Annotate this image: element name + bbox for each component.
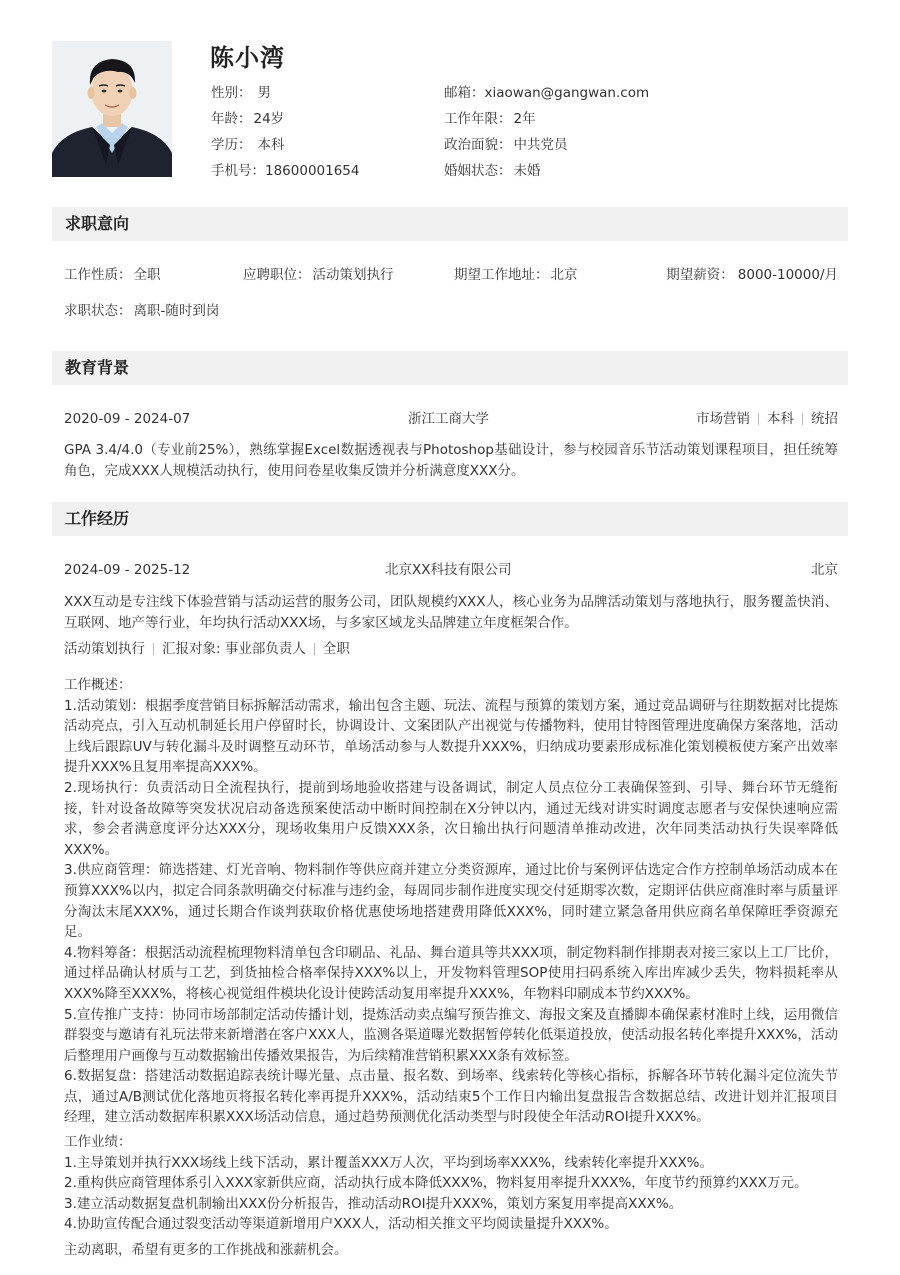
divider	[314, 643, 315, 655]
job-status-label: 求职状态：	[64, 303, 132, 319]
employment-type-tag: 全职	[322, 641, 350, 657]
education-value: 本科	[257, 137, 285, 153]
salary-label: 期望薪资：	[666, 267, 734, 283]
report-to-tag: 汇报对象: 事业部负责人	[162, 641, 306, 657]
work-years-value: 2年	[513, 111, 536, 127]
work-tags	[64, 638, 350, 660]
job-type-label: 工作性质：	[64, 267, 132, 283]
position-label: 应聘职位：	[243, 267, 311, 283]
basic-info-right	[444, 80, 649, 184]
section-header-work	[52, 502, 848, 536]
position-field	[243, 264, 394, 286]
achievements-title: 工作业绩：	[64, 1134, 132, 1150]
education-degree-info	[696, 408, 838, 430]
education-description	[64, 440, 838, 481]
work-years-row	[444, 106, 649, 132]
achievement-item: 1.主导策划并执行XXX场线上线下活动，累计覆盖XXX万人次，平均到场率XXX%，线索转化率提升XXX%。	[64, 1154, 714, 1171]
email-value[interactable]: xiaowan@gangwan.com	[484, 85, 650, 101]
phone-row	[211, 158, 359, 184]
marital-row	[444, 158, 649, 184]
job-status-field	[64, 300, 219, 322]
work-years-label: 工作年限：	[444, 111, 512, 127]
job-type-value: 全职	[133, 267, 161, 283]
section-title: 求职意向	[65, 214, 130, 233]
gender-row	[211, 80, 359, 106]
achievement-item: 4.协助宣传配合通过裂变活动等渠道新增用户XXX人，活动相关推文平均阅读量提升XXX%。	[64, 1216, 618, 1233]
location-field	[454, 264, 578, 286]
political-value: 中共党员	[513, 137, 568, 153]
overview-title: 工作概述：	[64, 677, 132, 693]
section-header-intent	[52, 207, 848, 241]
achievement-item: 3.建立活动数据复盘机制输出XXX份分析报告，推动活动ROI提升XXX%，策划方案复用率提高XXX%。	[64, 1195, 683, 1212]
overview-item: 2.现场执行：负责活动日全流程执行，提前到场地验收搭建与设备调试，制定人员点位分工表确保签到、引导、舞台环节无缝衔接，针对设备故障等突发状况启动备选预案使活动中断时间控制在X分钟以内，通过无线对讲实时调度志愿者与安保快速响应需求，参会者满意度评分达XXX分，现场收集用户反馈XXX条，次日输出执行问题清单推动改进，次年同类活动执行失误率降低XXX%。	[64, 779, 838, 858]
overview-item: 4.物料筹备：根据活动流程梳理物料清单包含印刷品、礼品、舞台道具等共XXX项，制定物料制作排期表对接三家以上工厂比价，通过样品确认材质与工艺，到货抽检合格率保持XXX%以上，开发物料管理SOP使用扫码系统入库出库减少丢失，物料损耗率从XXX%降至XXX%，将核心视觉组件模块化设计使跨活动复用率提升XXX%，年物料印刷成本节约XXX%。	[64, 944, 838, 1002]
overview-item: 3.供应商管理：筛选搭建、灯光音响、物料制作等供应商并建立分类资源库，通过比价与案例评估选定合作方控制单场活动成本在预算XXX%以内，拟定合同条款明确交付标准与违约金，每周同步制作进度实现交付延期零次数，定期评估供应商准时率与质量评分淘汰末尾XXX%，通过长期合作谈判获取价格优惠使场地搭建费用降低XXX%，同时建立紧急备用供应商名单保障旺季资源充足。	[64, 862, 838, 941]
phone-value: 18600001654	[265, 163, 360, 179]
marital-label: 婚姻状态：	[444, 163, 512, 179]
basic-info-left	[211, 80, 359, 184]
enrollment-type: 统招	[811, 411, 838, 427]
work-overview	[64, 675, 838, 1128]
age-row	[211, 106, 359, 132]
school-name: 浙江工商大学	[408, 411, 489, 427]
email-row	[444, 80, 649, 106]
company-description	[64, 592, 838, 633]
salary-field	[666, 264, 838, 286]
achievement-item: 2.重构供应商管理体系引入XXX家新供应商，活动执行成本降低XXX%，物料复用率提升XXX%，年度节约预算约XXX万元。	[64, 1175, 808, 1192]
salary-value: 8000-10000/月	[737, 267, 838, 283]
company-name: 北京XX科技有限公司	[385, 562, 512, 578]
location-label: 期望工作地址：	[454, 267, 549, 283]
gender-value: 男	[257, 85, 271, 101]
leave-reason: 主动离职，希望有更多的工作挑战和涨薪机会。	[64, 1242, 348, 1258]
section-header-education	[52, 351, 848, 385]
degree: 本科	[767, 411, 794, 427]
divider	[802, 413, 803, 425]
work-role-tag: 活动策划执行	[64, 641, 145, 657]
overview-item: 5.宣传推广支持：协同市场部制定活动传播计划，提炼活动卖点编写预告推文、海报文案及直播脚本确保素材准时上线，运用微信群裂变与邀请有礼玩法带来新增潜在客户XXX人，监测各渠道曝光数据暂停转化低渠道投放，使活动报名转化率提升XXX%，活动后整理用户画像与互动数据输出传播效果报告，为后续精准营销积累XXX条有效标签。	[64, 1006, 838, 1064]
email-label: 邮箱：	[444, 85, 485, 101]
job-status-value: 离职-随时到岗	[133, 303, 220, 319]
overview-item: 6.数据复盘：搭建活动数据追踪表统计曝光量、点击量、报名数、到场率、线索转化等核心指标，拆解各环节转化漏斗定位流失节点，通过A/B测试优化落地页将报名转化率再提升XXX%，活动结束5个工作日内输出复盘报告含数据总结、改进计划并汇报项目经理，建立活动数据库积累XXX场活动信息，通过趋势预测优化活动类型与时段使全年活动ROI提升XXX%。	[64, 1068, 838, 1126]
gender-label: 性别：	[211, 85, 252, 101]
work-achievements	[64, 1132, 838, 1235]
company-description-text: XXX互动是专注线下体验营销与活动运营的服务公司，团队规模约XXX人，核心业务为品牌活动策划与落地执行，服务覆盖快消、互联网、地产等行业，年均执行活动XXX场，与多家区域龙头品牌建立年度框架合作。	[64, 594, 838, 631]
location-value: 北京	[550, 267, 578, 283]
position-value: 活动策划执行	[312, 267, 394, 283]
work-city: 北京	[811, 562, 838, 578]
education-description-text: GPA 3.4/4.0（专业前25%），熟练掌握Excel数据透视表与Photoshop基础设计，参与校园音乐节活动策划课程项目，担任统筹角色，完成XXX人规模活动执行，使用问卷星收集反馈并分析满意度XXX分。	[64, 442, 838, 479]
work-period: 2024-09 - 2025-12	[64, 562, 191, 578]
age-value: 24岁	[253, 111, 285, 127]
profile-photo	[52, 41, 172, 177]
candidate-name: 陈小湾	[210, 44, 285, 72]
section-title: 教育背景	[65, 358, 130, 377]
marital-value: 未婚	[513, 163, 541, 179]
section-title: 工作经历	[65, 509, 130, 528]
age-label: 年龄：	[211, 111, 252, 127]
overview-item: 1.活动策划：根据季度营销目标拆解活动需求，输出包含主题、玩法、流程与预算的策划方案，通过竞品调研与往期数据对比提炼活动亮点，引入互动机制延长用户停留时长，协调设计、文案团队产出视觉与传播物料，使用甘特图管理进度确保方案落地，活动上线后跟踪UV与转化漏斗及时调整互动环节，单场活动参与人数提升XXX%，归纳成功要素形成标准化策划模板使方案产出效率提升XXX%且复用率提高XXX%。	[64, 697, 838, 776]
divider	[153, 643, 154, 655]
phone-label: 手机号：	[211, 163, 265, 179]
divider	[758, 413, 759, 425]
education-label: 学历：	[211, 137, 252, 153]
education-row	[211, 132, 359, 158]
job-type-field	[64, 264, 161, 286]
political-row	[444, 132, 649, 158]
major: 市场营销	[696, 411, 750, 427]
political-label: 政治面貌：	[444, 137, 512, 153]
education-period: 2020-09 - 2024-07	[64, 411, 191, 427]
